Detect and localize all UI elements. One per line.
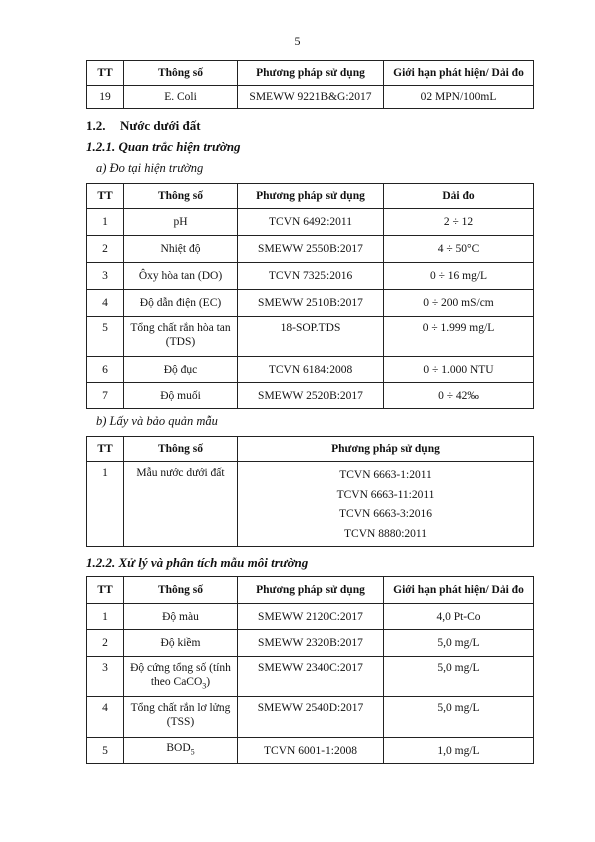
cell-tt: 1 xyxy=(87,462,124,547)
table-ecoli xyxy=(86,60,534,109)
param-text: Độ màu xyxy=(162,610,199,623)
cell-param xyxy=(124,738,238,764)
subsection-b-heading: b) Lấy và bảo quản mẫu xyxy=(96,414,218,428)
cell-param: Mẫu nước dưới đất xyxy=(124,462,238,547)
cell-range: 4 ÷ 50°C xyxy=(384,236,534,263)
method-line: TCVN 8880:2011 xyxy=(344,527,427,540)
header-method: Phương pháp sử dụng xyxy=(238,184,384,209)
param-end: ) xyxy=(206,676,211,688)
header-method: Phương pháp sử dụng xyxy=(238,577,384,604)
cell-param xyxy=(124,604,238,630)
cell-method: TCVN 6184:2008 xyxy=(238,357,384,383)
param-text: Độ cứng tổng số (tính theo CaCO xyxy=(130,662,231,688)
table-sampling xyxy=(86,436,534,547)
cell-limit: 4,0 Pt-Co xyxy=(384,604,534,630)
header-param: Thông số xyxy=(124,577,238,604)
table-row xyxy=(87,263,534,290)
cell-method: 18-SOP.TDS xyxy=(238,317,384,357)
cell-param: Tổng chất rắn hòa tan (TDS) xyxy=(124,317,238,357)
table-row xyxy=(87,357,534,383)
cell-param: pH xyxy=(124,209,238,236)
cell-method: SMEWW 2320B:2017 xyxy=(238,630,384,657)
method-line: TCVN 6663-3:2016 xyxy=(339,508,432,520)
cell-range: 0 ÷ 16 mg/L xyxy=(384,263,534,290)
cell-tt: 6 xyxy=(87,357,124,383)
table-row xyxy=(87,462,534,547)
cell-method: SMEWW 2540D:2017 xyxy=(238,697,384,738)
cell-range: 2 ÷ 12 xyxy=(384,209,534,236)
cell-range: 0 ÷ 1.000 NTU xyxy=(384,357,534,383)
section-number: 1.2. xyxy=(86,118,106,133)
cell-tt: 5 xyxy=(87,738,124,764)
table-row xyxy=(87,236,534,263)
header-limit: Giới hạn phát hiện/ Dải đo xyxy=(384,577,534,604)
table-row xyxy=(87,317,534,357)
header-method: Phương pháp sử dụng xyxy=(238,61,384,86)
cell-tt: 4 xyxy=(87,290,124,317)
cell-methods xyxy=(238,462,534,547)
cell-param xyxy=(124,657,238,697)
param-text: Độ kiềm xyxy=(160,637,201,649)
section-title: Nước dưới đất xyxy=(120,118,201,133)
cell-range: 0 ÷ 42‰ xyxy=(384,383,534,409)
cell-param: Nhiệt độ xyxy=(124,236,238,263)
table-row xyxy=(87,697,534,738)
cell-method: TCVN 6492:2011 xyxy=(238,209,384,236)
cell-limit: 5,0 mg/L xyxy=(384,630,534,657)
table-header-row xyxy=(87,577,534,604)
cell-param: Độ dẫn điện (EC) xyxy=(124,290,238,317)
cell-limit: 5,0 mg/L xyxy=(384,657,534,697)
table-header-row xyxy=(87,437,534,462)
cell-range: 0 ÷ 200 mS/cm xyxy=(384,290,534,317)
cell-param: E. Coli xyxy=(124,86,238,109)
header-param: Thông số xyxy=(124,184,238,209)
cell-method: TCVN 7325:2016 xyxy=(238,263,384,290)
header-param: Thông số xyxy=(124,61,238,86)
section-heading-1-2 xyxy=(86,118,201,134)
cell-tt: 19 xyxy=(87,86,124,109)
table-field-measurement xyxy=(86,183,534,409)
header-tt: TT xyxy=(87,184,124,209)
page-number: 5 xyxy=(294,34,301,48)
cell-param: Độ đục xyxy=(124,357,238,383)
subsection-a-heading: a) Đo tại hiện trường xyxy=(96,161,204,175)
cell-limit: 5,0 mg/L xyxy=(384,697,534,738)
param-subscript: 3 xyxy=(202,681,207,691)
table-row xyxy=(87,209,534,236)
method-line: TCVN 6663-11:2011 xyxy=(336,488,435,501)
cell-method: SMEWW 2550B:2017 xyxy=(238,236,384,263)
table-analysis xyxy=(86,576,534,764)
header-tt: TT xyxy=(87,437,124,462)
cell-limit: 1,0 mg/L xyxy=(384,738,534,764)
table-row xyxy=(87,290,534,317)
table-row xyxy=(87,738,534,764)
param-text: BOD xyxy=(166,742,191,755)
section-heading-1-2-2: 1.2.2. Xử lý và phân tích mẫu môi trường xyxy=(86,555,309,570)
cell-tt: 1 xyxy=(87,209,124,236)
cell-method: TCVN 6001-1:2008 xyxy=(238,738,384,764)
header-limit: Giới hạn phát hiện/ Dải đo xyxy=(384,61,534,86)
section-heading-1-2-1: 1.2.1. Quan trắc hiện trường xyxy=(86,139,241,154)
cell-tt: 4 xyxy=(87,697,124,738)
cell-method: SMEWW 9221B&G:2017 xyxy=(238,86,384,109)
table-row xyxy=(87,604,534,630)
table-header-row xyxy=(87,61,534,86)
cell-tt: 1 xyxy=(87,604,124,630)
param-text: Tổng chất rắn lơ lửng (TSS) xyxy=(130,702,231,728)
cell-tt: 3 xyxy=(87,263,124,290)
table-row xyxy=(87,86,534,109)
cell-method: SMEWW 2520B:2017 xyxy=(238,383,384,409)
cell-param xyxy=(124,697,238,738)
cell-tt: 2 xyxy=(87,630,124,657)
table-row xyxy=(87,383,534,409)
cell-method: SMEWW 2510B:2017 xyxy=(238,290,384,317)
header-method: Phương pháp sử dụng xyxy=(238,437,534,462)
table-row xyxy=(87,657,534,697)
cell-param: Độ muối xyxy=(124,383,238,409)
cell-method: SMEWW 2340C:2017 xyxy=(238,657,384,697)
param-subscript: 5 xyxy=(190,747,195,757)
cell-tt: 7 xyxy=(87,383,124,409)
table-header-row xyxy=(87,184,534,209)
cell-tt: 2 xyxy=(87,236,124,263)
cell-method: SMEWW 2120C:2017 xyxy=(238,604,384,630)
cell-param xyxy=(124,630,238,657)
header-range: Dải đo xyxy=(384,184,534,209)
header-tt: TT xyxy=(87,61,124,86)
cell-range: 0 ÷ 1.999 mg/L xyxy=(384,317,534,357)
header-param: Thông số xyxy=(124,437,238,462)
cell-param: Ôxy hòa tan (DO) xyxy=(124,263,238,290)
cell-tt: 5 xyxy=(87,317,124,357)
cell-limit: 02 MPN/100mL xyxy=(384,86,534,109)
cell-tt: 3 xyxy=(87,657,124,697)
header-tt: TT xyxy=(87,577,124,604)
table-row xyxy=(87,630,534,657)
method-line: TCVN 6663-1:2011 xyxy=(339,469,432,481)
